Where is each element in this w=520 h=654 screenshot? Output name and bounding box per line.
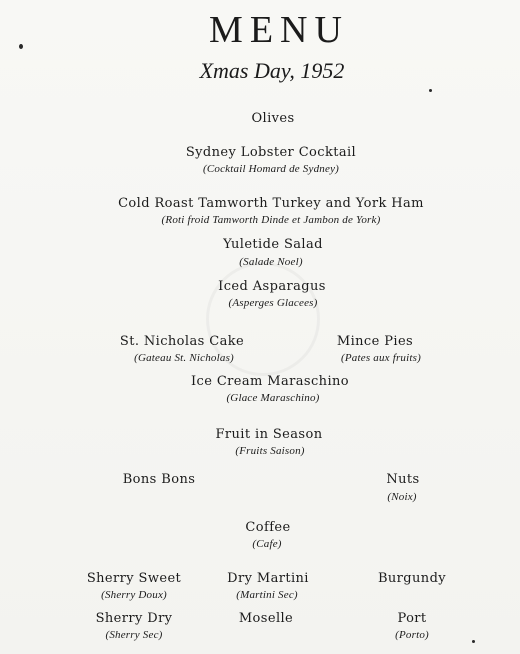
dish-ice-cream-fr: (Glace Maraschino) [226,392,320,404]
drink-port: Port [397,611,427,626]
dish-fruit: Fruit in Season [215,427,323,442]
menu-subtitle: Xmas Day, 1952 [199,58,345,83]
dish-coffee: Coffee [245,520,291,535]
dish-nuts: Nuts [386,472,420,487]
dish-nuts-fr: (Noix) [387,491,417,503]
drink-port-fr: (Porto) [395,629,429,641]
dish-turkey: Cold Roast Tamworth Turkey and York Ham [118,196,424,211]
print-speck [19,44,23,49]
drink-sherry-dry: Sherry Dry [95,611,173,626]
dish-olives: Olives [251,111,295,126]
drink-dry-martini: Dry Martini [227,571,309,586]
drink-dry-martini-fr: (Martini Sec) [236,589,298,601]
dish-fruit-fr: (Fruits Saison) [235,445,305,457]
drink-sherry-sweet-fr: (Sherry Doux) [101,589,167,601]
dish-ice-cream: Ice Cream Maraschino [190,374,350,389]
print-speck [472,640,475,643]
dish-asparagus: Iced Asparagus [218,279,326,294]
dish-coffee-fr: (Cafe) [252,538,282,550]
dish-turkey-fr: (Roti froid Tamworth Dinde et Jambon de York) [161,214,381,226]
dish-salad: Yuletide Salad [223,237,323,252]
menu-title: MENU [209,9,349,51]
dish-bons-bons: Bons Bons [122,472,196,487]
dish-cake: St. Nicholas Cake [119,334,245,349]
print-speck [429,89,432,92]
dish-mince-pies: Mince Pies [336,334,414,349]
dish-salad-fr: (Salade Noel) [239,256,303,268]
drink-moselle: Moselle [238,611,294,626]
drink-burgundy: Burgundy [377,571,447,586]
dish-mince-pies-fr: (Pates aux fruits) [341,352,421,364]
drink-sherry-sweet: Sherry Sweet [86,571,182,586]
drink-sherry-dry-fr: (Sherry Sec) [105,629,163,641]
dish-cake-fr: (Gateau St. Nicholas) [134,352,234,364]
dish-lobster: Sydney Lobster Cocktail [185,145,357,160]
dish-lobster-fr: (Cocktail Homard de Sydney) [202,163,340,175]
dish-asparagus-fr: (Asperges Glacees) [228,297,318,309]
